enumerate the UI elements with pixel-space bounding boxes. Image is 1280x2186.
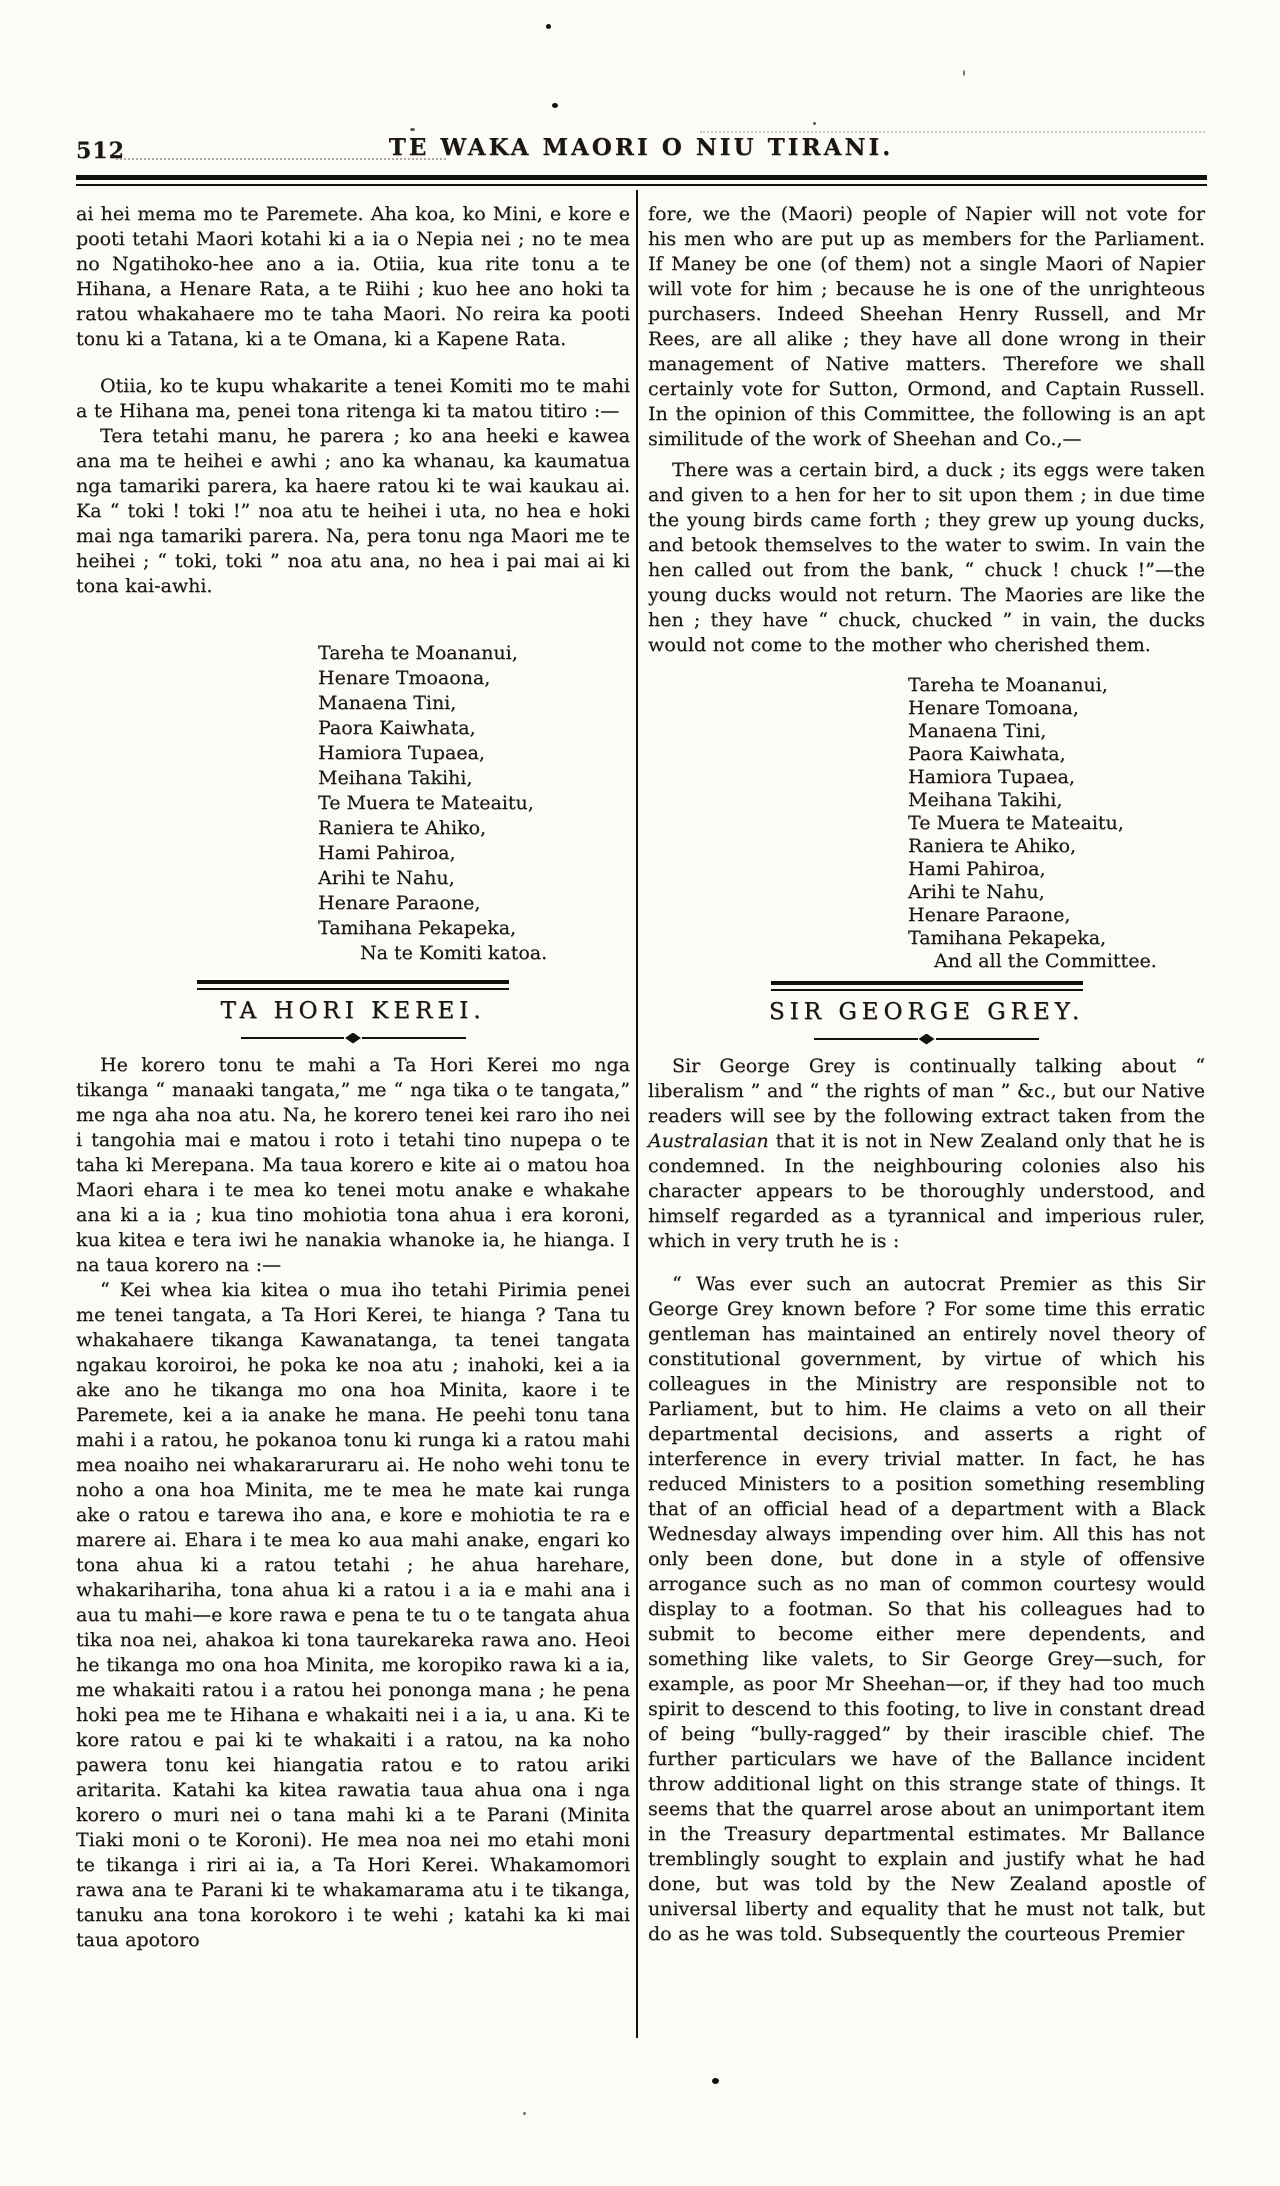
scan-speck [552, 103, 558, 108]
signatory: Hamiora Tupaea, [318, 742, 485, 764]
signature-list-maori [76, 641, 630, 966]
paragraph-kerei-intro: He korero tonu te mahi a Ta Hori Kerei mo nga tikanga “ manaaki tangata,” me “ nga tika o te tangata,” me nga aha noa atu. Na, he korero tenei kei raro iho nei i tangohia mai e matou i roto i tetahi tino nupepa o te taha ki Merepana. Ma taua korero e kite ai o matou hoa Maori ehara i te mea ko tenei motu anake e whakahe ana ki a ia ; kua tino mohiotia tona ahua i era koroni, kua kitea e tera iwi he nanakia whanoke ia, he hianga. I na taua korero na :— [76, 1054, 630, 1276]
diamond-ornament-rule [241, 1032, 466, 1044]
grey-intro-text: Sir George Grey is continually talking about “ liberalism ” and “ the rights of man ” &c., but our Native readers will see by the following extract taken from the [648, 1055, 1205, 1127]
section-divider-double-rule [771, 981, 1083, 992]
signatory: Tamihana Pekapeka, [318, 917, 517, 939]
paragraph-parera-parable: Tera tetahi manu, he parera ; ko ana heeki e kawea ana ma te heihei e awhi ; ano ka whanau, ka kaumatua nga tamariki parera, ka haere ratou ki te wai kaukau ai. Ka “ toki ! toki !” noa atu te heihei i uta, no hea e hoki mai nga tamariki parera. Na, pera tonu nga Maori me te heihei ; “ toki, toki ” noa atu ana, no hea i pai mai ai ki tona kai-awhi. [76, 425, 630, 597]
diamond-icon [919, 1034, 935, 1045]
scan-speck [410, 128, 415, 131]
paragraph-grey-quote: “ Was ever such an autocrat Premier as this Sir George Grey known before ? For some time this erratic gentleman has maintained an entirely novel theory of constitutional government, by virtue of which his colleagues in the Ministry are responsible not to Parliament, but to him. He claims a veto on all their departmental decisions, and asserts a right of interference in every trivial matter. In fact, he has reduced Ministers to a position something resembling that of an official head of a department with a Black Wednesday always impending over him. All this has not only been done, but done in a style of offensive arrogance such as no man of common courtesy would display to a footman. So that his colleagues had to submit to become either mere dependents, and something like valets, to Sir George Grey—such, for example, as poor Mr Sheehan—or, if they had too much spirit to descend to this footing, to live in constant dread of being “bully-ragged” by their irascible chief. The further particulars we have of the Ballance incident throw additional light on this strange state of things. It seems that the quarrel arose about an unimportant item in the Treasury departmental estimates. Mr Ballance tremblingly sought to explain and justify what he had done, but was told by the New Zealand apostle of universal liberty and equality that he must not talk, but do as he was told. Subsequently the courteous Premier [648, 1273, 1205, 1945]
signatory: Manaena Tini, [908, 720, 1047, 742]
signatory: Paora Kaiwhata, [318, 717, 476, 739]
scan-speck [813, 122, 816, 125]
paragraph-komiti-preamble: Otiia, ko te kupu whakarite a tenei Komiti mo te mahi a te Hihana ma, penei tona ritenga ki ta matou titiro :— [76, 375, 630, 422]
signatory: Meihana Takihi, [318, 767, 473, 789]
rule-bar [362, 1037, 466, 1039]
signatory: Meihana Takihi, [908, 789, 1063, 811]
paragraph-kerei-quote: “ Kei whea kia kitea o mua iho tetahi Pirimia penei me tenei tangata, a Ta Hori Kerei, te hianga ? Tana tu whakahaere tikanga Kawanatanga, ta tenei tangata ngakau koroiroi, he poka ke noa atu ; inahoki, kei a ia ake ano he tikanga mo ona hoa Minita, kaore i te Paremete, kei a ia anake he mana. He peehi tonu tana mahi i a ratou, he pokanoa tonu ki runga ki a ratou mahi mea noaiho nei whakararuraru ai. He noho wehi tonu te noho a ona hoa Minita, me te mea he mate kai runga ake o ratou e tarewa iho ana, e kore e mohiotia te ra e marere ai. Ehara i te mea ko aua mahi anake, engari ko tona ahua ki a ratou tetahi ; he ahua harehare, whakarihariha, tona ahua ki a ratou i a ia e mahi ana i aua tu mahi—e kore rawa e pena te tu o te tangata ahua tika noa nei, ahakoa ki tona taurekareka rawa ano. Heoi he tikanga mo ona hoa Minita, me koropiko rawa ki a ia, me whakaiti ratou i a ratou hei pononga mana ; he pena hoki pea me te Hihana e whakaiti nei i a ia, u ana. Ki te kore ratou e pai ki te whakaiti i a ratou, na ka noho pawera tonu kei hiangatia ratou e to ratou ariki aritarita. Katahi ka kitea rawatia taua ahua ona i nga korero o muri nei o tana mahi ki a te Parani (Minita Tiaki moni o te Koroni). He mea noa nei mo etahi moni te tikanga i riri ai ia, a Ta Hori Kerei. Whakamomori rawa ana te Parani ki te whakamarama atu i te tikanga, tanuku ana tona korokoro i te wehi ; katahi ka ki mai taua apotoro [76, 1279, 630, 1951]
header-double-rule [76, 175, 1207, 187]
signatory: Manaena Tini, [318, 692, 457, 714]
signatory: Henare Paraone, [318, 892, 481, 914]
scan-speck [523, 2112, 526, 2115]
left-column-maori [76, 190, 630, 1953]
signatory: Hamiora Tupaea, [908, 766, 1075, 788]
paragraph-duck-parable: There was a certain bird, a duck ; its eggs were taken and given to a hen for her to sit upon them ; in due time the young birds came forth ; they grew up young ducks, and betook themselves to the water to swim. In vain the hen called out from the bank, “ chuck ! chuck !”—the young ducks would not return. The Maories are like the hen ; they have “ chuck, chucked ” in vain, the ducks would not come to the mother who cherished them. [648, 459, 1205, 656]
signature-attribution: Na te Komiti katoa. [360, 942, 548, 964]
scan-speck [963, 70, 965, 76]
section-heading-sir-george-grey: SIR GEORGE GREY. [768, 999, 1085, 1025]
page-number: 512 [76, 138, 125, 164]
scan-smudge-line [700, 131, 1205, 133]
signatory: Tareha te Moananui, [908, 674, 1108, 696]
masthead-title: TE WAKA MAORI O NIU TIRANI. [388, 134, 894, 161]
signatory: Paora Kaiwhata, [908, 743, 1066, 765]
signatory: Raniera te Ahiko, [908, 835, 1077, 857]
signature-attribution: And all the Committee. [934, 950, 1157, 972]
signatory: Tareha te Moananui, [318, 642, 518, 664]
paragraph-english-continuation: fore, we the (Maori) people of Napier will not vote for his men who are put up as members for the Parliament. If Maney be one (of them) not a single Maori of Napier will vote for him ; because he is one of the unrighteous purchasers. Indeed Sheehan Henry Russell, and Mr Rees, are all alike ; they have all done wrong in their management of Native matters. Therefore we shall certainly vote for Sutton, Ormond, and Captain Russell. In the opinion of this Committee, the following is an apt similitude of the work of Sheehan and Co.,— [648, 203, 1205, 450]
ink-spot [712, 2078, 719, 2084]
rule-bar [241, 1037, 345, 1039]
signatory: Tamihana Pekapeka, [908, 927, 1107, 949]
signatory: Raniera te Ahiko, [318, 817, 487, 839]
signatory: Te Muera te Mateaitu, [908, 812, 1124, 834]
grey-intro-text: that it is not in New Zealand only that he is condemned. In the neighbouring colonies also his character appears to be thoroughly understood, and himself regarded as a tyrannical and imperious ruler, which in very truth he is : [648, 1130, 1205, 1252]
scan-speck [546, 24, 551, 29]
paragraph-maori-continuation: ai hei mema mo te Paremete. Aha koa, ko Mini, e kore e pooti tetahi Maori kotahi ki a ia o Nepia nei ; no te mea no Ngatihoko-hee ano a ia. Otiia, kua rite tonu a te Hihana, a Henare Rata, a te Riihi ; kuo hee ano hoki ta ratou whakahaere mo te taha Maori. No reira ka pooti tonu ki a Tatana, ki a te Omana, ki a Kapene Rata. [76, 203, 630, 350]
signatory: Henare Paraone, [908, 904, 1071, 926]
diamond-ornament-rule [814, 1033, 1039, 1045]
column-divider-rule [636, 190, 638, 2038]
signature-list-english [648, 674, 1205, 973]
signatory: Hami Pahiroa, [908, 858, 1046, 880]
paragraph-grey-intro [648, 1054, 1205, 1254]
right-column-english [648, 190, 1205, 1947]
signatory: Arihi te Nahu, [908, 881, 1045, 903]
diamond-icon [345, 1033, 361, 1044]
section-divider-double-rule [197, 980, 509, 991]
signatory: Te Muera te Mateaitu, [318, 792, 534, 814]
rule-bar [814, 1038, 918, 1040]
signatory: Hami Pahiroa, [318, 842, 456, 864]
signatory: Henare Tomoana, [908, 697, 1079, 719]
section-heading-ta-hori-kerei: TA HORI KEREI. [220, 998, 486, 1024]
signatory: Arihi te Nahu, [318, 867, 455, 889]
signatory: Henare Tmoaona, [318, 667, 491, 689]
publication-name-italic: Australasian [648, 1130, 769, 1152]
rule-bar [936, 1038, 1040, 1040]
